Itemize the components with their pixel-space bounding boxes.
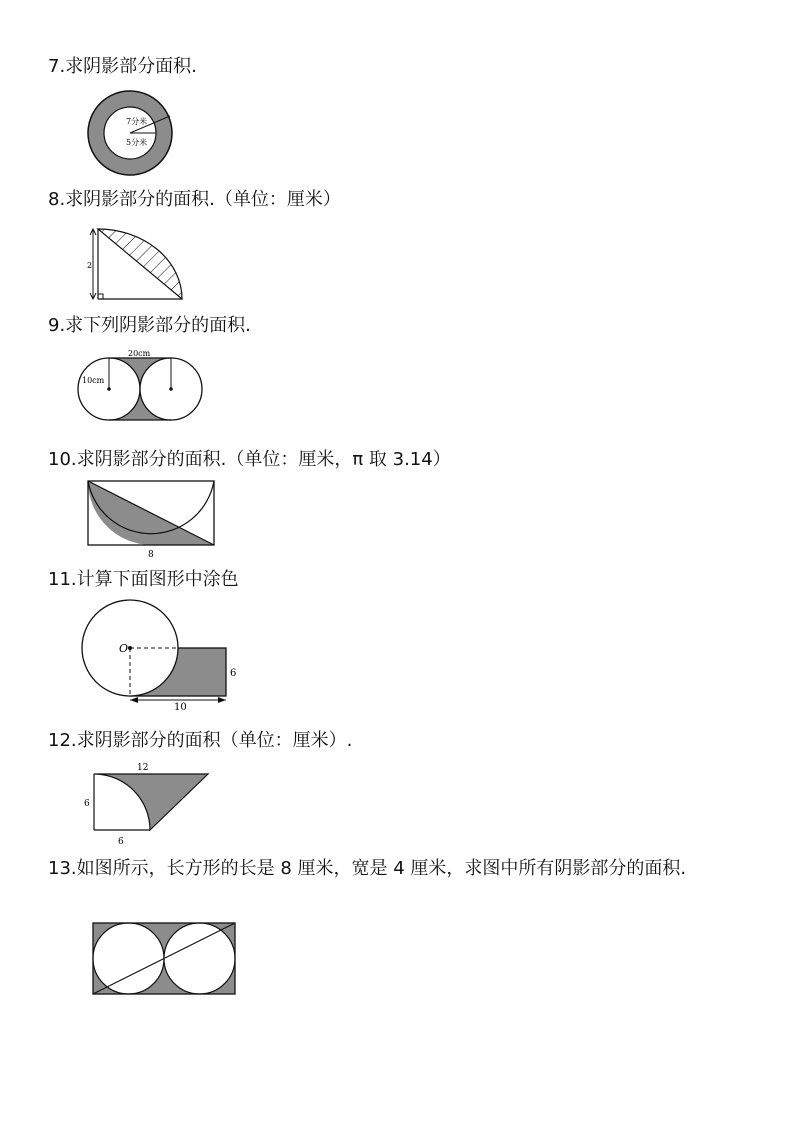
label-7dm: 7分米 <box>126 117 148 126</box>
quarter-circle-figure <box>84 224 194 306</box>
label-2: 2 <box>87 261 93 270</box>
label-5dm: 5分米 <box>126 138 148 147</box>
question-11-text: 11.计算下面图形中涂色 <box>48 569 239 590</box>
semicircle-rectangle-figure <box>84 478 219 562</box>
label-6-bottom: 6 <box>118 837 124 847</box>
question-7-text: 7.求阴影部分面积. <box>48 56 197 77</box>
question-12-text: 12.求阴影部分的面积（单位：厘米）. <box>48 730 353 751</box>
two-circles-figure <box>78 348 208 426</box>
label-6-left: 6 <box>84 799 90 809</box>
question-9-text: 9.求下列阴影部分的面积. <box>48 315 251 336</box>
question-13-text: 13.如图所示，长方形的长是 8 厘米，宽是 4 厘米，求图中所有阴影部分的面积. <box>48 858 687 879</box>
trapezoid-quarter-circle-figure <box>80 760 215 850</box>
label-10cm: 10cm <box>82 376 105 385</box>
circle-rectangle-figure <box>82 600 242 712</box>
question-10-text: 10.求阴影部分的面积.（单位：厘米，π 取 3.14） <box>48 449 451 470</box>
label-6: 6 <box>230 668 237 679</box>
label-12: 12 <box>137 763 149 773</box>
label-O: O <box>119 642 129 655</box>
label-20cm: 20cm <box>128 349 151 358</box>
label-10: 10 <box>174 702 187 713</box>
ring-figure <box>80 88 180 180</box>
question-8-text: 8.求阴影部分的面积.（单位：厘米） <box>48 189 341 210</box>
rectangle-two-circles-figure <box>90 920 240 998</box>
label-8: 8 <box>148 550 154 560</box>
